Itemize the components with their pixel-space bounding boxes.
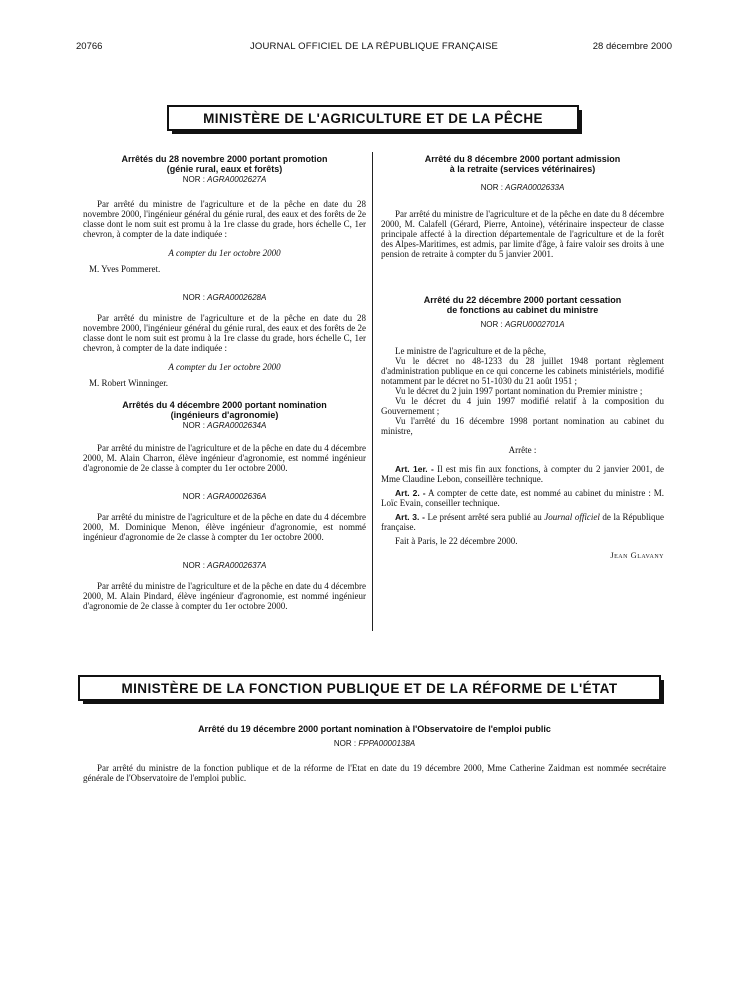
ministry-agriculture-heading <box>167 105 579 131</box>
nor-reference: NOR : AGRA0002637A <box>182 561 267 570</box>
arrete-paragraph: Par arrêté du ministre de l'agriculture et de la pêche en date du 4 décembre 2000, M. Alain Charron, élève ingénieur d'agronomie, est nommé ingénieur d'agronomie de 2e classe à compter du 1er octobre 2000. <box>83 443 366 473</box>
arrete-paragraph: Par arrêté du ministre de l'agriculture et de la pêche en date du 28 novembre 2000, l'ingénieur général du génie rural, des eaux et des forêts de 2e classe dont le nom suit est promu à la 1re classe du grade, hors échelle C, 1er chevron, à compter de la date indiquée : <box>83 199 366 239</box>
signature: Jean Glavany <box>610 550 664 560</box>
arrete-paragraph: Par arrêté du ministre de l'agriculture et de la pêche en date du 28 novembre 2000, l'ingénieur général du génie rural, des eaux et des forêts de 2e classe dont le nom suit est promu à la 1re classe du grade, hors échelle C, 1er chevron, à compter de la date indiquée : <box>83 313 366 353</box>
ministry-fonction-publique-title: MINISTÈRE DE LA FONCTION PUBLIQUE ET DE LA RÉFORME DE L'ÉTAT <box>121 681 618 696</box>
page-number: 20766 <box>76 41 103 52</box>
journal-title: JOURNAL OFFICIEL DE LA RÉPUBLIQUE FRANÇAISE <box>249 41 499 52</box>
left-column <box>83 154 366 611</box>
arrete-paragraph: Par arrêté du ministre de l'agriculture et de la pêche en date du 4 décembre 2000, M. Alain Pindard, élève ingénieur d'agronomie, est nommé ingénieur d'agronomie de 2e classe à compter du 1er octobre 2000. <box>83 581 366 611</box>
arrete-title: Arrêté du 19 décembre 2000 portant nomination à l'Observatoire de l'emploi public <box>198 724 551 734</box>
arrete-paragraph: Par arrêté du ministre de l'agriculture et de la pêche en date du 4 décembre 2000, M. Dominique Menon, élève ingénieur d'agronomie, est nommé ingénieur d'agronomie de 2e classe à compter du 1er octobre 2000. <box>83 512 366 542</box>
publication-date: 28 décembre 2000 <box>592 41 672 52</box>
effective-date: A compter du 1er octobre 2000 <box>168 248 281 258</box>
article-2: Art. 2. - A compter de cette date, est nommé au cabinet du ministre : M. Loïc Evain, conseiller technique. <box>381 488 664 508</box>
nor-reference: NOR : AGRA0002633A <box>480 183 565 192</box>
nor-reference: NOR : AGRA0002636A <box>182 492 267 501</box>
arrete-paragraph: Par arrêté du ministre de l'agriculture et de la pêche en date du 8 décembre 2000, M. Calafell (Gérard, Pierre, Antoine), vétérinaire inspecteur de classe principale affecté à la direction départementale de l'agriculture et de la forêt des Alpes-Maritimes, est admis, par limite d'âge, à faire valoir ses droits à une pension de retraite à compter du 5 janvier 2001. <box>381 209 664 259</box>
arrete-title: Arrêtés du 4 décembre 2000 portant nomination (ingénieurs d'agronomie) <box>122 400 327 420</box>
right-column <box>381 154 664 560</box>
arrete-title: Arrêté du 8 décembre 2000 portant admission à la retraite (services vétérinaires) <box>424 154 621 174</box>
nor-reference: NOR : AGRA0002634A <box>182 421 267 430</box>
arrete-title: Arrêté du 22 décembre 2000 portant cessation de fonctions au cabinet du ministre <box>423 295 622 315</box>
page-header <box>76 41 672 55</box>
nor-reference: NOR : FPPA0000138A <box>333 739 416 748</box>
visa-paragraph: Vu le décret no 48-1233 du 28 juillet 1948 portant règlement d'administration publique en ce qui concerne les cabinets ministériels, modifié notamment par le décret no 51-1030 du 21 août 1951 ; <box>381 356 664 386</box>
signing-place-date: Fait à Paris, le 22 décembre 2000. <box>395 536 518 546</box>
ministry-agriculture-title: MINISTÈRE DE L'AGRICULTURE ET DE LA PÊCHE <box>203 111 543 126</box>
ministry-fonction-publique-heading <box>78 675 661 701</box>
column-divider <box>372 152 373 631</box>
arrete-keyword: Arrête : <box>508 445 537 455</box>
visa-paragraph: Vu le décret du 2 juin 1997 portant nomination du Premier ministre ; <box>395 386 643 396</box>
bottom-section <box>83 724 666 783</box>
ministre-intro: Le ministre de l'agriculture et de la pêche, <box>395 346 547 356</box>
article-1: Art. 1er. - Il est mis fin aux fonctions, à compter du 2 janvier 2001, de Mme Claudine Lebon, conseillère technique. <box>381 464 664 484</box>
nor-reference: NOR : AGRA0002628A <box>182 293 267 302</box>
nor-reference: NOR : AGRA0002627A <box>182 175 267 184</box>
arrete-title: Arrêtés du 28 novembre 2000 portant promotion (génie rural, eaux et forêts) <box>121 154 328 174</box>
arrete-paragraph: Par arrêté du ministre de la fonction publique et de la réforme de l'Etat en date du 19 décembre 2000, Mme Catherine Zaidman est nommée secrétaire générale de l'Observatoire de l'emploi public. <box>83 763 666 783</box>
nor-reference: NOR : AGRU0002701A <box>480 320 565 329</box>
visa-paragraph: Vu le décret du 4 juin 1997 modifié relatif à la composition du Gouvernement ; <box>381 396 664 416</box>
article-3: Art. 3. - Le présent arrêté sera publié au Journal officiel de la République française. <box>381 512 665 532</box>
person-name: M. Yves Pommeret. <box>89 264 161 274</box>
person-name: M. Robert Winninger. <box>89 378 168 388</box>
effective-date: A compter du 1er octobre 2000 <box>168 362 281 372</box>
visa-paragraph: Vu l'arrêté du 16 décembre 1998 portant nomination au cabinet du ministre, <box>381 416 664 436</box>
